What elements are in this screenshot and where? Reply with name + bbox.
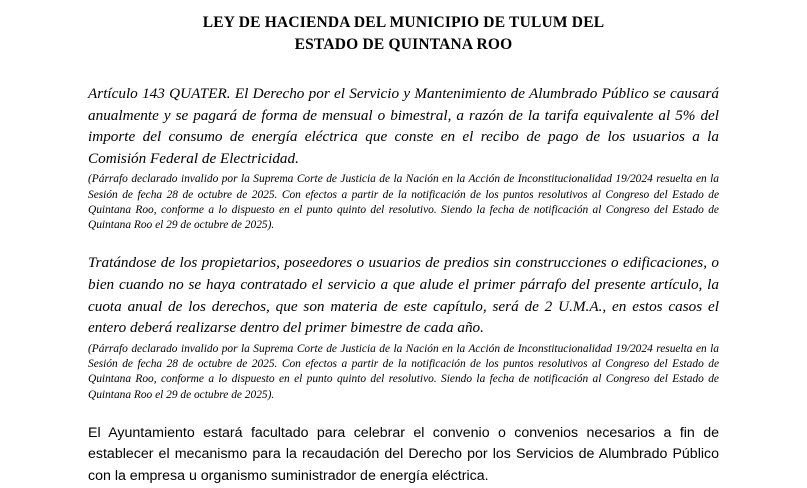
article-block xyxy=(88,83,719,233)
document-content xyxy=(0,83,807,488)
paragraph-block xyxy=(88,252,719,402)
page-title-line-2: ESTADO DE QUINTANA ROO xyxy=(294,36,513,54)
page-title-line-1: LEY DE HACIENDA DEL MUNICIPIO DE TULUM DEL xyxy=(202,14,605,31)
final-paragraph: El Ayuntamiento estará facultado para celebrar el convenio o convenios necesarios a fin de establecer el mecanismo para la recaudación del Derecho por los Servicios de Alumbrado Público con la empresa u organismo suministrador de energía eléctrica. xyxy=(88,424,719,484)
paragraph-invalidity-note: (Párrafo declarado invalido por la Suprema Corte de Justicia de la Nación en la Acción de Inconstitucionalidad 19/2024 resuelta en la Sesión de fecha 28 de octubre de 2025. Con efectos a partir de la notificación de los puntos resolutivos al Congreso del Estado de Quintana Roo, conforme a lo dispuesto en el punto quinto del resolutivo. Siendo la fecha de notificación al Congreso del Estado de Quintana Roo el 29 de octubre de 2025). xyxy=(88,342,719,401)
article-body-text: Artículo 143 QUATER. El Derecho por el Servicio y Mantenimiento de Alumbrado Público se causará anualmente y se pagará de forma de mensual o bimestral, a razón de la tarifa equivalente al 5% del importe del consumo de energía eléctrica que conste en el recibo de pago de los usuarios a la Comisión Federal de Electricidad. xyxy=(88,84,719,167)
paragraph-body-text: Tratándose de los propietarios, poseedores o usuarios de predios sin construcciones o edificaciones, o bien cuando no se haya contratado el servicio a que alude el primer párrafo del presente artículo, la cuota anual de los derechos, que son materia de este capítulo, será de 2 U.M.A., en estos casos el entero deberá realizarse dentro del primer bimestre de cada año. xyxy=(88,254,719,337)
page-title xyxy=(124,0,684,57)
article-invalidity-note: (Párrafo declarado invalido por la Suprema Corte de Justicia de la Nación en la Acción de Inconstitucionalidad 19/2024 resuelta en la Sesión de fecha 28 de octubre de 2025. Con efectos a partir de la notificación de los puntos resolutivos al Congreso del Estado de Quintana Roo, conforme a lo dispuesto en el punto quinto del resolutivo. Siendo la fecha de notificación al Congreso del Estado de Quintana Roo el 29 de octubre de 2025). xyxy=(88,173,719,232)
block-spacer xyxy=(88,233,719,252)
